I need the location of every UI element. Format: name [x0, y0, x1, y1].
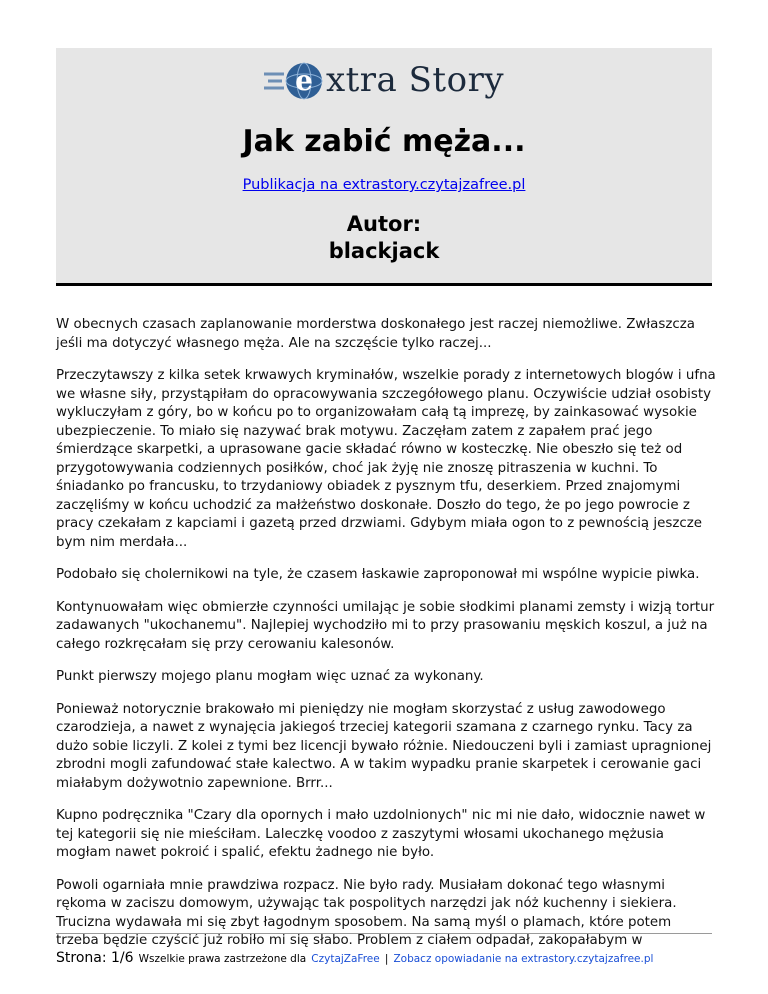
publication-link[interactable]: Publikacja na extrastory.czytajzafree.pl: [242, 177, 526, 193]
author-label: Autor:: [346, 212, 422, 236]
logo-text: xtra Story: [325, 60, 505, 100]
globe-e-icon: [264, 58, 324, 102]
document-title: Jak zabić męża...: [242, 124, 526, 159]
author-block: [56, 211, 712, 265]
rights-text: Wszelkie prawa zastrzeżone dla: [138, 953, 307, 965]
paragraph: W obecnych czasach zaplanowanie morderstwa doskonałego jest raczej niemożliwe. Zwłaszcza jeśli ma dotyczyć własnego męża. Ale na szczęście tylko raczej...: [56, 317, 695, 351]
czytajzafree-link[interactable]: CzytajZaFree: [311, 953, 380, 965]
paragraph: Podobało się cholernikowi na tyle, że czasem łaskawie zaproponował mi wspólne wypicie piwka.: [56, 567, 700, 582]
page-footer: [56, 947, 756, 966]
footer-divider: [56, 933, 712, 934]
paragraph: Kontynuowałam więc obmierzłe czynności umilając je sobie słodkimi planami zemsty i wizją tortur zadawanych "ukochanemu". Najlepiej wychodziło mi to przy prasowaniu męskich koszul, a już na całego rozkręcałam się przy cerowaniu kalesonów.: [56, 599, 715, 652]
paragraph: Przeczytawszy z kilka setek krwawych kryminałów, wszelkie porady z internetowych blogów i ufna we własne siły, przystąpiłam do opracowywania szczegółowego planu. Oczywiście udział osobisty wykluczyłam z góry, bo w końcu po to organizowałam całą tą imprezę, by zainkasować wysokie ubezpieczenie. To miało się nazywać brak motywu. Zaczęłam zatem z zapałem prać jego śmierdzące skarpetki, a uprasowane gacie składać równo w kosteczkę. Nie obeszło się też od przygotowywania codziennych posiłków, choć jak żyję nie znoszę pitraszenia w kuchni. To śniadanko po francusku, to trzydaniowy obiadek z pysznym tfu, deserkiem. Przed znajomymi zaczęliśmy w końcu uchodzić za małżeństwo doskonałe. Doszło do tego, że po jego powrocie z pracy czekałam z kapciami i gazetą przed drzwiami. Gdybym miała ogon to z pewnością jeszcze bym nim merdała...: [56, 368, 716, 550]
paragraph: Powoli ogarniała mnie prawdziwa rozpacz. Nie było rady. Musiałam dokonać tego własnymi rękoma w zaciszu domowym, używając tak pospolitych narzędzi jak nóż kuchenny i siekiera. Trucizna wydawała mi się zbyt łagodnym sposobem. Na samą myśl o plamach, które potem trzeba będzie czyścić już robiło mi się słabo. Problem z ciałem odpadał, zakopałabym w: [56, 877, 677, 948]
document-header: [56, 48, 712, 286]
paragraph: Kupno podręcznika "Czary dla opornych i mało uzdolnionych" nic mi nie dało, widocznie nawet w tej kategorii się nie mieściłam. Laleczkę voodoo z zaszytymi włosami ukochanego mężusia mogłam nawet pokroić i spalić, efektu żadnego nie było.: [56, 808, 706, 860]
footer-separator: |: [384, 953, 389, 965]
logo-letter: e: [295, 64, 313, 97]
author-name: blackjack: [328, 239, 440, 263]
paragraph: Punkt pierwszy mojego planu mogłam więc uznać za wykonany.: [56, 669, 484, 684]
paragraph: Ponieważ notorycznie brakowało mi pieniędzy nie mogłam skorzystać z usług zawodowego czarodzieja, a nawet z wynajęcia jakiegoś trzeciej kategorii szamana z czarnego rynku. Tacy za dużo sobie liczyli. Z kolei z tymi bez licencji bywało różnie. Niedouczeni byli i zamiast upragnionej zbrodni mogli zafundować stałe kalectwo. A w takim wypadku pranie skarpetek i cerowanie gaci miałabym dożywotnio zapewnione. Brrr...: [56, 701, 712, 791]
see-story-link[interactable]: Zobacz opowiadanie na extrastory.czytajzafree.pl: [393, 953, 654, 965]
page-number: Strona: 1/6: [56, 950, 134, 966]
extra-story-logo: [56, 58, 712, 102]
story-body: [56, 316, 716, 965]
